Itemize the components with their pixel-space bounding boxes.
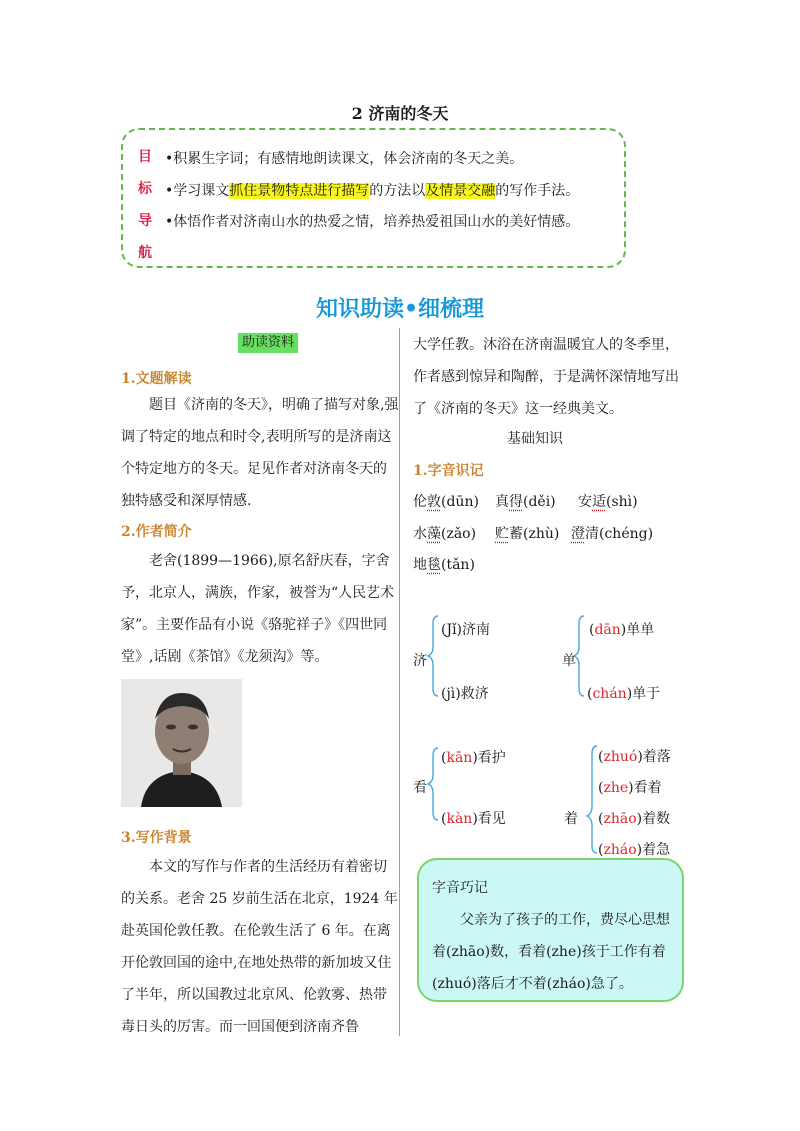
word-item: 澄清(chéng) [571,526,654,542]
polyphone-char-ji: 济 [413,653,427,669]
goal-line-1: •积累生字词；有感情地朗读课文，体会济南的冬天之美。 [165,151,524,167]
polyphone-zhao-reading: (zhuó)着落 [598,749,671,765]
heading-writing-background: 3.写作背景 [121,830,192,846]
goal-side-label-2: 标 [138,181,152,197]
polyphone-zhao-reading: (zhe)看着 [598,780,662,796]
goal-line-2-b: 的方法以 [369,183,426,199]
word-item: 安适(shì) [578,494,638,510]
lesson-title: 2 济南的冬天 [351,104,449,123]
paragraph-writing-background: 本文的写作与作者的生活经历有着密切的关系。老舍 25 岁前生活在北京，1924 年赴英国伦敦任教。在伦敦生活了 6 年。在离开伦敦回国的途中,在地处热带的新加坡又住了半年，所以国教过北京风、伦敦雾、热带毒日头的厉害。而一回国便到济南齐鲁 [121,859,398,1035]
mnemonic-tip-title: 字音巧记 [432,880,488,896]
polyphone-char-zhao: 着 [564,811,578,827]
goal-side-label-1: 目 [138,149,152,165]
heading-title-interpretation: 1.文题解读 [121,371,192,387]
polyphone-ji-reading-1: (Jǐ)济南 [441,622,491,638]
polyphone-char-kan: 看 [413,780,427,796]
polyphone-ji-reading-2: (jì)救济 [441,686,489,702]
heading-author-intro: 2.作者简介 [121,524,192,540]
goal-side-label-4: 航 [138,245,152,261]
mnemonic-tip-line-3: (zhuó)落后才不着(zháo)急了。 [432,976,633,992]
word-item: 水藻(zǎo) [413,526,477,542]
word-item: 贮蓄(zhù) [495,526,560,542]
word-item: 地毯(tǎn) [413,557,475,573]
polyphone-dan-reading-1: (dān)单单 [589,622,655,638]
goal-highlight-2: 及情景交融 [425,183,496,199]
word-item: 真得(děi) [495,494,556,510]
goal-highlight-1: 抓住景物特点进行描写 [229,183,370,199]
basic-knowledge-subtitle: 基础知识 [507,431,563,447]
goal-line-3: •体悟作者对济南山水的热爱之情，培养热爱祖国山水的美好情感。 [165,214,580,230]
reading-material-tag: 助读资料 [238,333,298,353]
polyphone-kan-reading-2: (kàn)看见 [441,811,506,827]
goal-line-2-a: •学习课文 [165,183,230,199]
word-item: 伦敦(dūn) [413,494,479,510]
paragraph-author-intro: 老舍(1899—1966),原名舒庆春，字舍予，北京人，满族，作家，被誉为“人民艺术家”。主要作品有小说《骆驼祥子》《四世同堂》,话剧《茶馆》《龙须沟》等。 [121,553,395,665]
paragraph-background-continued: 大学任教。沐浴在济南温暖宜人的冬季里，作者感到惊异和陶醉，于是满怀深情地写出了《济南的冬天》这一经典美文。 [413,337,679,417]
polyphone-zhao-reading: (zhāo)着数 [598,811,671,827]
polyphone-zhao-reading: (zháo)着急 [598,842,671,858]
paragraph-title-interpretation: 题目《济南的冬天》，明确了描写对象,强调了特定的地点和时令,表明所写的是济南这个特定地方的冬天。足见作者对济南冬天的独特感受和深厚情感. [121,397,399,509]
section-title: 知识助读•细梳理 [315,296,485,322]
polyphone-dan-reading-2: (chán)单于 [587,686,661,702]
polyphone-char-dan: 单 [562,653,576,669]
polyphone-kan-reading-1: (kān)看护 [441,750,506,766]
heading-pronunciation: 1.字音识记 [413,463,484,479]
mnemonic-tip-line-1: 父亲为了孩子的工作，费尽心思想 [432,912,670,928]
goal-line-2-c: 的写作手法。 [495,183,580,199]
mnemonic-tip-line-2: 着(zhāo)数，看着(zhe)孩于工作有着 [432,944,666,960]
goal-side-label-3: 导 [138,213,152,229]
